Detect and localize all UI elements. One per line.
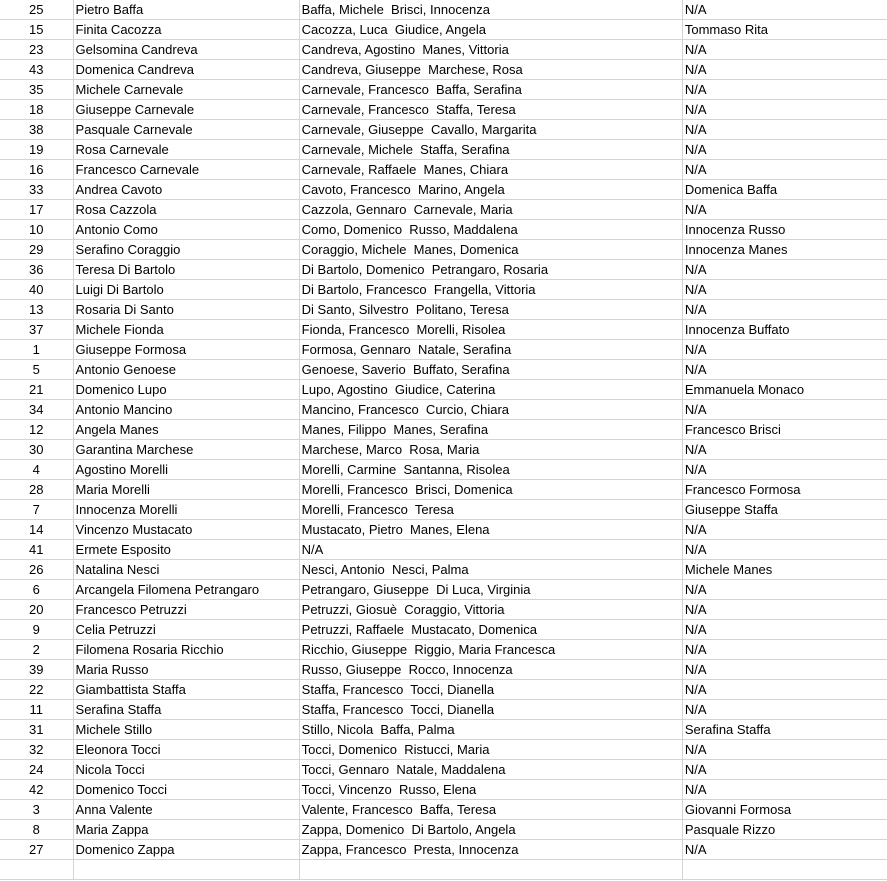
id-cell[interactable]: 39 — [0, 660, 73, 680]
table-row — [0, 420, 887, 440]
table-row — [0, 160, 887, 180]
spouse-cell[interactable]: N/A — [682, 640, 887, 660]
table-row — [0, 520, 887, 540]
parents-cell[interactable]: Genoese, Saverio Buffato, Serafina — [299, 360, 682, 380]
parents-cell[interactable]: Carnevale, Michele Staffa, Serafina — [299, 140, 682, 160]
id-cell[interactable]: 21 — [0, 380, 73, 400]
name-cell[interactable]: Luigi Di Bartolo — [73, 280, 299, 300]
id-cell[interactable]: 29 — [0, 240, 73, 260]
table-row — [0, 300, 887, 320]
table-row — [0, 280, 887, 300]
id-cell[interactable]: 38 — [0, 120, 73, 140]
parents-cell[interactable]: Petruzzi, Raffaele Mustacato, Domenica — [299, 620, 682, 640]
spouse-cell[interactable]: N/A — [682, 300, 887, 320]
id-cell[interactable]: 9 — [0, 620, 73, 640]
table-row — [0, 400, 887, 420]
table-row — [0, 220, 887, 240]
table-row — [0, 740, 887, 760]
table-row — [0, 340, 887, 360]
parents-cell[interactable]: Tocci, Vincenzo Russo, Elena — [299, 780, 682, 800]
spouse-cell[interactable]: Innocenza Russo — [682, 220, 887, 240]
id-cell[interactable]: 19 — [0, 140, 73, 160]
table-row — [0, 820, 887, 840]
spouse-cell[interactable]: N/A — [682, 0, 887, 20]
parents-cell[interactable]: Petruzzi, Giosuè Coraggio, Vittoria — [299, 600, 682, 620]
parents-cell[interactable]: Formosa, Gennaro Natale, Serafina — [299, 340, 682, 360]
id-cell[interactable]: 43 — [0, 60, 73, 80]
parents-cell[interactable]: Fionda, Francesco Morelli, Risolea — [299, 320, 682, 340]
spouse-cell[interactable]: N/A — [682, 40, 887, 60]
name-cell[interactable]: Francesco Carnevale — [73, 160, 299, 180]
name-cell[interactable]: Giambattista Staffa — [73, 680, 299, 700]
name-cell[interactable]: Michele Stillo — [73, 720, 299, 740]
parents-cell[interactable]: Manes, Filippo Manes, Serafina — [299, 420, 682, 440]
name-cell[interactable]: Finita Cacozza — [73, 20, 299, 40]
table-row — [0, 20, 887, 40]
id-cell[interactable]: 36 — [0, 260, 73, 280]
table-row — [0, 440, 887, 460]
table-row — [0, 800, 887, 820]
parents-cell[interactable]: Marchese, Marco Rosa, Maria — [299, 440, 682, 460]
parents-cell[interactable]: Ricchio, Giuseppe Riggio, Maria Francesca — [299, 640, 682, 660]
name-cell[interactable]: Michele Fionda — [73, 320, 299, 340]
spouse-cell[interactable]: Francesco Brisci — [682, 420, 887, 440]
parents-cell[interactable]: Lupo, Agostino Giudice, Caterina — [299, 380, 682, 400]
name-cell[interactable]: Vincenzo Mustacato — [73, 520, 299, 540]
empty-row — [0, 860, 887, 880]
parents-cell[interactable]: Tocci, Gennaro Natale, Maddalena — [299, 760, 682, 780]
name-cell[interactable]: Giuseppe Formosa — [73, 340, 299, 360]
name-cell[interactable]: Filomena Rosaria Ricchio — [73, 640, 299, 660]
parents-cell[interactable]: Coraggio, Michele Manes, Domenica — [299, 240, 682, 260]
table-row — [0, 180, 887, 200]
name-cell[interactable]: Celia Petruzzi — [73, 620, 299, 640]
spouse-cell[interactable]: N/A — [682, 260, 887, 280]
spouse-cell[interactable]: Pasquale Rizzo — [682, 820, 887, 840]
parents-cell[interactable]: Cacozza, Luca Giudice, Angela — [299, 20, 682, 40]
spouse-cell[interactable]: N/A — [682, 160, 887, 180]
spouse-cell[interactable]: N/A — [682, 140, 887, 160]
id-cell[interactable]: 25 — [0, 0, 73, 20]
id-cell[interactable]: 16 — [0, 160, 73, 180]
table-row — [0, 660, 887, 680]
id-cell[interactable]: 41 — [0, 540, 73, 560]
id-cell[interactable]: 20 — [0, 600, 73, 620]
name-cell[interactable]: Angela Manes — [73, 420, 299, 440]
spouse-cell[interactable]: Innocenza Manes — [682, 240, 887, 260]
id-cell[interactable]: 26 — [0, 560, 73, 580]
parents-cell[interactable]: Mustacato, Pietro Manes, Elena — [299, 520, 682, 540]
id-cell[interactable]: 8 — [0, 820, 73, 840]
spouse-cell[interactable]: Emmanuela Monaco — [682, 380, 887, 400]
name-cell[interactable]: Rosaria Di Santo — [73, 300, 299, 320]
table-row — [0, 480, 887, 500]
id-cell[interactable]: 10 — [0, 220, 73, 240]
parents-cell[interactable]: Mancino, Francesco Curcio, Chiara — [299, 400, 682, 420]
spouse-cell[interactable]: N/A — [682, 540, 887, 560]
table-row — [0, 0, 887, 20]
id-cell[interactable]: 23 — [0, 40, 73, 60]
id-cell[interactable]: 18 — [0, 100, 73, 120]
parents-cell[interactable]: Russo, Giuseppe Rocco, Innocenza — [299, 660, 682, 680]
name-cell[interactable]: Serafina Staffa — [73, 700, 299, 720]
spouse-cell[interactable]: Domenica Baffa — [682, 180, 887, 200]
table-row — [0, 60, 887, 80]
table-row — [0, 140, 887, 160]
spouse-cell[interactable]: N/A — [682, 200, 887, 220]
id-cell[interactable]: 17 — [0, 200, 73, 220]
spouse-cell[interactable]: N/A — [682, 280, 887, 300]
spouse-cell[interactable]: N/A — [682, 520, 887, 540]
parents-cell[interactable]: Como, Domenico Russo, Maddalena — [299, 220, 682, 240]
parents-cell[interactable]: Di Santo, Silvestro Politano, Teresa — [299, 300, 682, 320]
spouse-cell[interactable]: N/A — [682, 60, 887, 80]
name-cell[interactable]: Teresa Di Bartolo — [73, 260, 299, 280]
id-cell[interactable]: 13 — [0, 300, 73, 320]
table-row — [0, 200, 887, 220]
name-cell[interactable]: Domenico Lupo — [73, 380, 299, 400]
parents-cell[interactable]: Di Bartolo, Domenico Petrangaro, Rosaria — [299, 260, 682, 280]
spouse-cell[interactable]: N/A — [682, 80, 887, 100]
spouse-cell[interactable]: Michele Manes — [682, 560, 887, 580]
name-cell[interactable]: Agostino Morelli — [73, 460, 299, 480]
table-row — [0, 720, 887, 740]
parents-cell[interactable]: Morelli, Carmine Santanna, Risolea — [299, 460, 682, 480]
spouse-cell[interactable]: N/A — [682, 740, 887, 760]
name-cell[interactable]: Francesco Petruzzi — [73, 600, 299, 620]
name-cell[interactable]: Michele Carnevale — [73, 80, 299, 100]
id-cell[interactable]: 4 — [0, 460, 73, 480]
table-row — [0, 760, 887, 780]
table-row — [0, 600, 887, 620]
parents-cell[interactable]: Staffa, Francesco Tocci, Dianella — [299, 680, 682, 700]
parents-cell[interactable]: Valente, Francesco Baffa, Teresa — [299, 800, 682, 820]
parents-cell[interactable]: Candreva, Giuseppe Marchese, Rosa — [299, 60, 682, 80]
parents-cell[interactable]: Nesci, Antonio Nesci, Palma — [299, 560, 682, 580]
table-row — [0, 120, 887, 140]
name-cell[interactable]: Domenica Candreva — [73, 60, 299, 80]
name-cell[interactable]: Maria Zappa — [73, 820, 299, 840]
parents-cell[interactable]: Carnevale, Francesco Baffa, Serafina — [299, 80, 682, 100]
parents-cell[interactable]: Zappa, Francesco Presta, Innocenza — [299, 840, 682, 860]
id-cell[interactable]: 14 — [0, 520, 73, 540]
spouse-cell[interactable]: N/A — [682, 600, 887, 620]
empty-cell[interactable] — [0, 860, 73, 880]
name-cell[interactable]: Antonio Mancino — [73, 400, 299, 420]
spouse-cell[interactable]: N/A — [682, 460, 887, 480]
id-cell[interactable]: 31 — [0, 720, 73, 740]
spouse-cell[interactable]: N/A — [682, 360, 887, 380]
name-cell[interactable]: Ermete Esposito — [73, 540, 299, 560]
id-cell[interactable]: 2 — [0, 640, 73, 660]
table-row — [0, 80, 887, 100]
table-row — [0, 320, 887, 340]
id-cell[interactable]: 37 — [0, 320, 73, 340]
name-cell[interactable]: Domenico Zappa — [73, 840, 299, 860]
spouse-cell[interactable]: N/A — [682, 620, 887, 640]
spouse-cell[interactable]: Serafina Staffa — [682, 720, 887, 740]
id-cell[interactable]: 6 — [0, 580, 73, 600]
table-row — [0, 360, 887, 380]
spouse-cell[interactable]: Francesco Formosa — [682, 480, 887, 500]
name-cell[interactable]: Andrea Cavoto — [73, 180, 299, 200]
spouse-cell[interactable]: N/A — [682, 580, 887, 600]
name-cell[interactable]: Garantina Marchese — [73, 440, 299, 460]
table-row — [0, 580, 887, 600]
name-cell[interactable]: Domenico Tocci — [73, 780, 299, 800]
table-row — [0, 40, 887, 60]
table-row — [0, 380, 887, 400]
spouse-cell[interactable]: N/A — [682, 780, 887, 800]
name-cell[interactable]: Rosa Cazzola — [73, 200, 299, 220]
name-cell[interactable]: Nicola Tocci — [73, 760, 299, 780]
name-cell[interactable]: Maria Russo — [73, 660, 299, 680]
table-row — [0, 260, 887, 280]
id-cell[interactable]: 28 — [0, 480, 73, 500]
parents-cell[interactable]: Carnevale, Giuseppe Cavallo, Margarita — [299, 120, 682, 140]
name-cell[interactable]: Antonio Como — [73, 220, 299, 240]
parents-cell[interactable]: Candreva, Agostino Manes, Vittoria — [299, 40, 682, 60]
parents-cell[interactable]: Cazzola, Gennaro Carnevale, Maria — [299, 200, 682, 220]
spouse-cell[interactable]: Tommaso Rita — [682, 20, 887, 40]
spouse-cell[interactable]: N/A — [682, 440, 887, 460]
parents-cell[interactable]: Carnevale, Raffaele Manes, Chiara — [299, 160, 682, 180]
parents-cell[interactable]: Morelli, Francesco Teresa — [299, 500, 682, 520]
id-cell[interactable]: 5 — [0, 360, 73, 380]
table-row — [0, 240, 887, 260]
table-row — [0, 700, 887, 720]
name-cell[interactable]: Eleonora Tocci — [73, 740, 299, 760]
id-cell[interactable]: 35 — [0, 80, 73, 100]
spouse-cell[interactable]: N/A — [682, 840, 887, 860]
name-cell[interactable]: Giuseppe Carnevale — [73, 100, 299, 120]
table-row — [0, 840, 887, 860]
empty-cell[interactable] — [299, 860, 682, 880]
parents-cell[interactable]: Baffa, Michele Brisci, Innocenza — [299, 0, 682, 20]
table-row — [0, 680, 887, 700]
spouse-cell[interactable]: N/A — [682, 400, 887, 420]
spouse-cell[interactable]: Giuseppe Staffa — [682, 500, 887, 520]
name-cell[interactable]: Antonio Genoese — [73, 360, 299, 380]
name-cell[interactable]: Natalina Nesci — [73, 560, 299, 580]
spouse-cell[interactable]: N/A — [682, 100, 887, 120]
empty-cell[interactable] — [682, 860, 887, 880]
spouse-cell[interactable]: N/A — [682, 120, 887, 140]
parents-cell[interactable]: Stillo, Nicola Baffa, Palma — [299, 720, 682, 740]
spouse-cell[interactable]: N/A — [682, 680, 887, 700]
table-row — [0, 500, 887, 520]
parents-cell[interactable]: Staffa, Francesco Tocci, Dianella — [299, 700, 682, 720]
parents-cell[interactable]: Carnevale, Francesco Staffa, Teresa — [299, 100, 682, 120]
parents-cell[interactable]: Tocci, Domenico Ristucci, Maria — [299, 740, 682, 760]
parents-cell[interactable]: Morelli, Francesco Brisci, Domenica — [299, 480, 682, 500]
id-cell[interactable]: 30 — [0, 440, 73, 460]
id-cell[interactable]: 1 — [0, 340, 73, 360]
empty-cell[interactable] — [73, 860, 299, 880]
name-cell[interactable]: Pietro Baffa — [73, 0, 299, 20]
id-cell[interactable]: 40 — [0, 280, 73, 300]
id-cell[interactable]: 34 — [0, 400, 73, 420]
name-cell[interactable]: Serafino Coraggio — [73, 240, 299, 260]
table-row — [0, 640, 887, 660]
parents-cell[interactable]: Di Bartolo, Francesco Frangella, Vittoria — [299, 280, 682, 300]
spouse-cell[interactable]: Giovanni Formosa — [682, 800, 887, 820]
id-cell[interactable]: 3 — [0, 800, 73, 820]
name-cell[interactable]: Maria Morelli — [73, 480, 299, 500]
id-cell[interactable]: 12 — [0, 420, 73, 440]
id-cell[interactable]: 33 — [0, 180, 73, 200]
id-cell[interactable]: 24 — [0, 760, 73, 780]
name-cell[interactable]: Pasquale Carnevale — [73, 120, 299, 140]
table-row — [0, 620, 887, 640]
id-cell[interactable]: 27 — [0, 840, 73, 860]
table-row — [0, 100, 887, 120]
name-cell[interactable]: Gelsomina Candreva — [73, 40, 299, 60]
spouse-cell[interactable]: N/A — [682, 340, 887, 360]
table-row — [0, 780, 887, 800]
name-cell[interactable]: Anna Valente — [73, 800, 299, 820]
id-cell[interactable]: 32 — [0, 740, 73, 760]
name-cell[interactable]: Rosa Carnevale — [73, 140, 299, 160]
name-cell[interactable]: Innocenza Morelli — [73, 500, 299, 520]
spouse-cell[interactable]: N/A — [682, 700, 887, 720]
id-cell[interactable]: 22 — [0, 680, 73, 700]
spouse-cell[interactable]: N/A — [682, 660, 887, 680]
spouse-cell[interactable]: N/A — [682, 760, 887, 780]
name-cell[interactable]: Arcangela Filomena Petrangaro — [73, 580, 299, 600]
table-row — [0, 540, 887, 560]
table-row — [0, 560, 887, 580]
spouse-cell[interactable]: Innocenza Buffato — [682, 320, 887, 340]
parents-cell[interactable]: Zappa, Domenico Di Bartolo, Angela — [299, 820, 682, 840]
id-cell[interactable]: 42 — [0, 780, 73, 800]
id-cell[interactable]: 7 — [0, 500, 73, 520]
id-cell[interactable]: 11 — [0, 700, 73, 720]
parents-cell[interactable]: Petrangaro, Giuseppe Di Luca, Virginia — [299, 580, 682, 600]
id-cell[interactable]: 15 — [0, 20, 73, 40]
table-row — [0, 460, 887, 480]
parents-cell[interactable]: N/A — [299, 540, 682, 560]
parents-cell[interactable]: Cavoto, Francesco Marino, Angela — [299, 180, 682, 200]
